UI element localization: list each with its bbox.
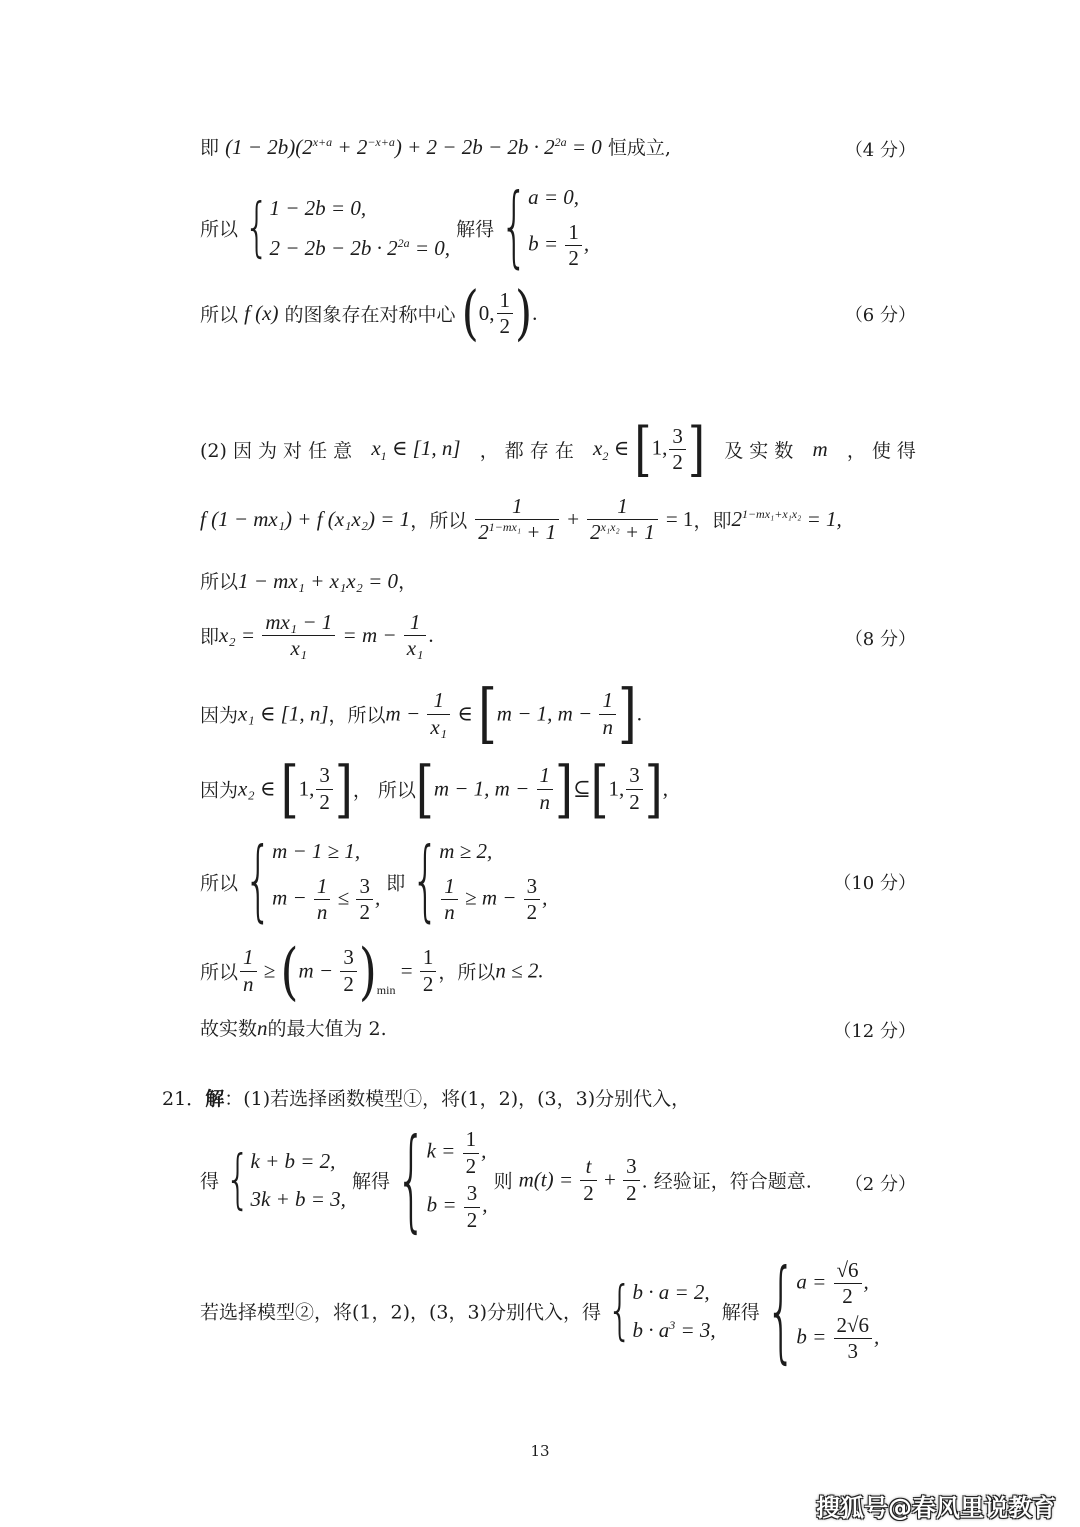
equation-system: { 1 − 2b = 0, $2 - 2b - 2b \cdot 2^{2a} = 0$, bbox=[244, 191, 451, 265]
solution-system: { k = $\frac{1}{2}$ , b = $\frac{3}{2}$ , bbox=[396, 1115, 488, 1245]
inequality-system: { m − 1 ≥ 1, m − $\frac{1}{n}$ ≤ $\frac{3}{2}$ , bbox=[244, 830, 381, 932]
brace-icon: { bbox=[396, 1115, 427, 1245]
question-21-line-3: 若选择模型②，将(1，2)，(3，3)分别代入，得 { b · a = 2, $b \cdot a^3 = 3$, 解得 { a = $\frac{√6}{2}$ , b = $\frac{2√6}{3}$ , bbox=[200, 1246, 880, 1376]
question-21-heading: 21．解：(1)若选择函数模型①，将(1，2)，(3，3)分别代入， bbox=[162, 1088, 691, 1110]
part2-line-6: 因为x₂ ∈ [1, $\frac{3}{2}$ ]， 所以[m − 1, m − $\frac{1}{n}$ ]⊆[1, $\frac{3}{2}$ ], bbox=[200, 752, 668, 826]
brace-icon: { bbox=[225, 1143, 251, 1217]
brace-icon: { bbox=[244, 191, 270, 265]
equation: $(1 - 2b)(2^{x+a} + 2^{-x+a}) + 2 - 2b - 2b \cdot 2^{2a} = 0$ bbox=[225, 135, 602, 159]
brace-icon: { bbox=[244, 830, 273, 932]
score-mark: （8 分） bbox=[844, 629, 916, 650]
page-number: 13 bbox=[530, 1442, 550, 1460]
solution-line-3: 所以 f (x) 的图象存在对称中心 (0, $\frac{1}{2}$ ). bbox=[200, 279, 538, 349]
part2-line-7: 所以 { m − 1 ≥ 1, m − $\frac{1}{n}$ ≤ $\frac{3}{2}$ , 即 { m ≥ 2, $\frac{1}{n}$ ≥ m − $\frac{3}{2}$ , bbox=[200, 830, 548, 932]
inequality-system: { m ≥ 2, $\frac{1}{n}$ ≥ m − $\frac{3}{2}$ , bbox=[411, 830, 548, 932]
solution-system: { a = 0, b = $\frac{1}{2}$ , bbox=[500, 176, 590, 278]
part2-line-1: (2) 因 为 对 任 意 $x_1$ ∈ [1, n] ， 都 存 在 $x_2$ ∈ [1, $\frac{3}{2}$ ] 及 实 数 m ， 使 得 bbox=[200, 415, 916, 485]
equation-system: { k + b = 2, 3k + b = 3, bbox=[225, 1143, 346, 1217]
part2-line-3: 所以1 − mx₁ + x₁x₂ = 0， bbox=[200, 569, 418, 593]
brace-icon: { bbox=[607, 1274, 633, 1348]
score-mark: （12 分） bbox=[833, 1021, 916, 1042]
score-mark: （10 分） bbox=[833, 873, 916, 894]
part2-line-4: 即x₂ = $\frac{\text{mx₁ − 1}}{\text{x₁}}$ = m − $\frac{1}{\text{x₁}}$ . bbox=[200, 610, 434, 661]
score-mark: （4 分） bbox=[844, 140, 916, 161]
score-mark: （6 分） bbox=[844, 305, 916, 326]
part2-line-9: 故实数n的最大值为 2. bbox=[200, 1016, 387, 1040]
equation-system: { b · a = 2, $b \cdot a^3 = 3$, bbox=[607, 1274, 716, 1348]
question-21-line-2: 得 { k + b = 2, 3k + b = 3, 解得 { k = $\frac{1}{2}$ , b = $\frac{3}{2}$ , 则 m(t) = $\frac{t}{2}$ + $\frac{3}{2}$ . 经验证，符合题意. bbox=[200, 1115, 812, 1245]
part2-line-5: 因为x₁ ∈ [1, n]，所以m − $\frac{1}{\text{x₁}}$ ∈ [m − 1, m − $\frac{1}{n}$ ]. bbox=[200, 676, 642, 752]
brace-icon: { bbox=[765, 1246, 797, 1376]
score-mark: （2 分） bbox=[844, 1174, 916, 1195]
brace-icon: { bbox=[500, 176, 529, 278]
solution-system: { a = $\frac{√6}{2}$ , b = $\frac{2√6}{3}$ , bbox=[765, 1246, 880, 1376]
watermark: 搜狐号@春风里说教育 bbox=[816, 1494, 1056, 1522]
part2-line-8: 所以 $\frac{1}{n}$ ≥ (m − $\frac{3}{2}$ )min = $\frac{1}{2}$ ，所以n ≤ 2. bbox=[200, 934, 544, 1008]
part2-line-2: f (1 − mx₁) + f (x₁x₂) = 1，所以 $\frac{1}{2^{1-mx_1} + 1}$ + $\frac{1}{2^{x_1x_2} + 1}$ = 1，即$2^{1-mx_1+x_1x_2} = 1$, bbox=[200, 494, 842, 545]
solution-line-1: 即 $(1 - 2b)(2^{x+a} + 2^{-x+a}) + 2 - 2b - 2b \cdot 2^{2a} = 0$ 恒成立, bbox=[200, 135, 671, 159]
brace-icon: { bbox=[411, 830, 440, 932]
solution-line-2: 所以 { 1 − 2b = 0, $2 - 2b - 2b \cdot 2^{2a} = 0$, 解得 { a = 0, b = $\frac{1}{2}$ , bbox=[200, 176, 590, 278]
